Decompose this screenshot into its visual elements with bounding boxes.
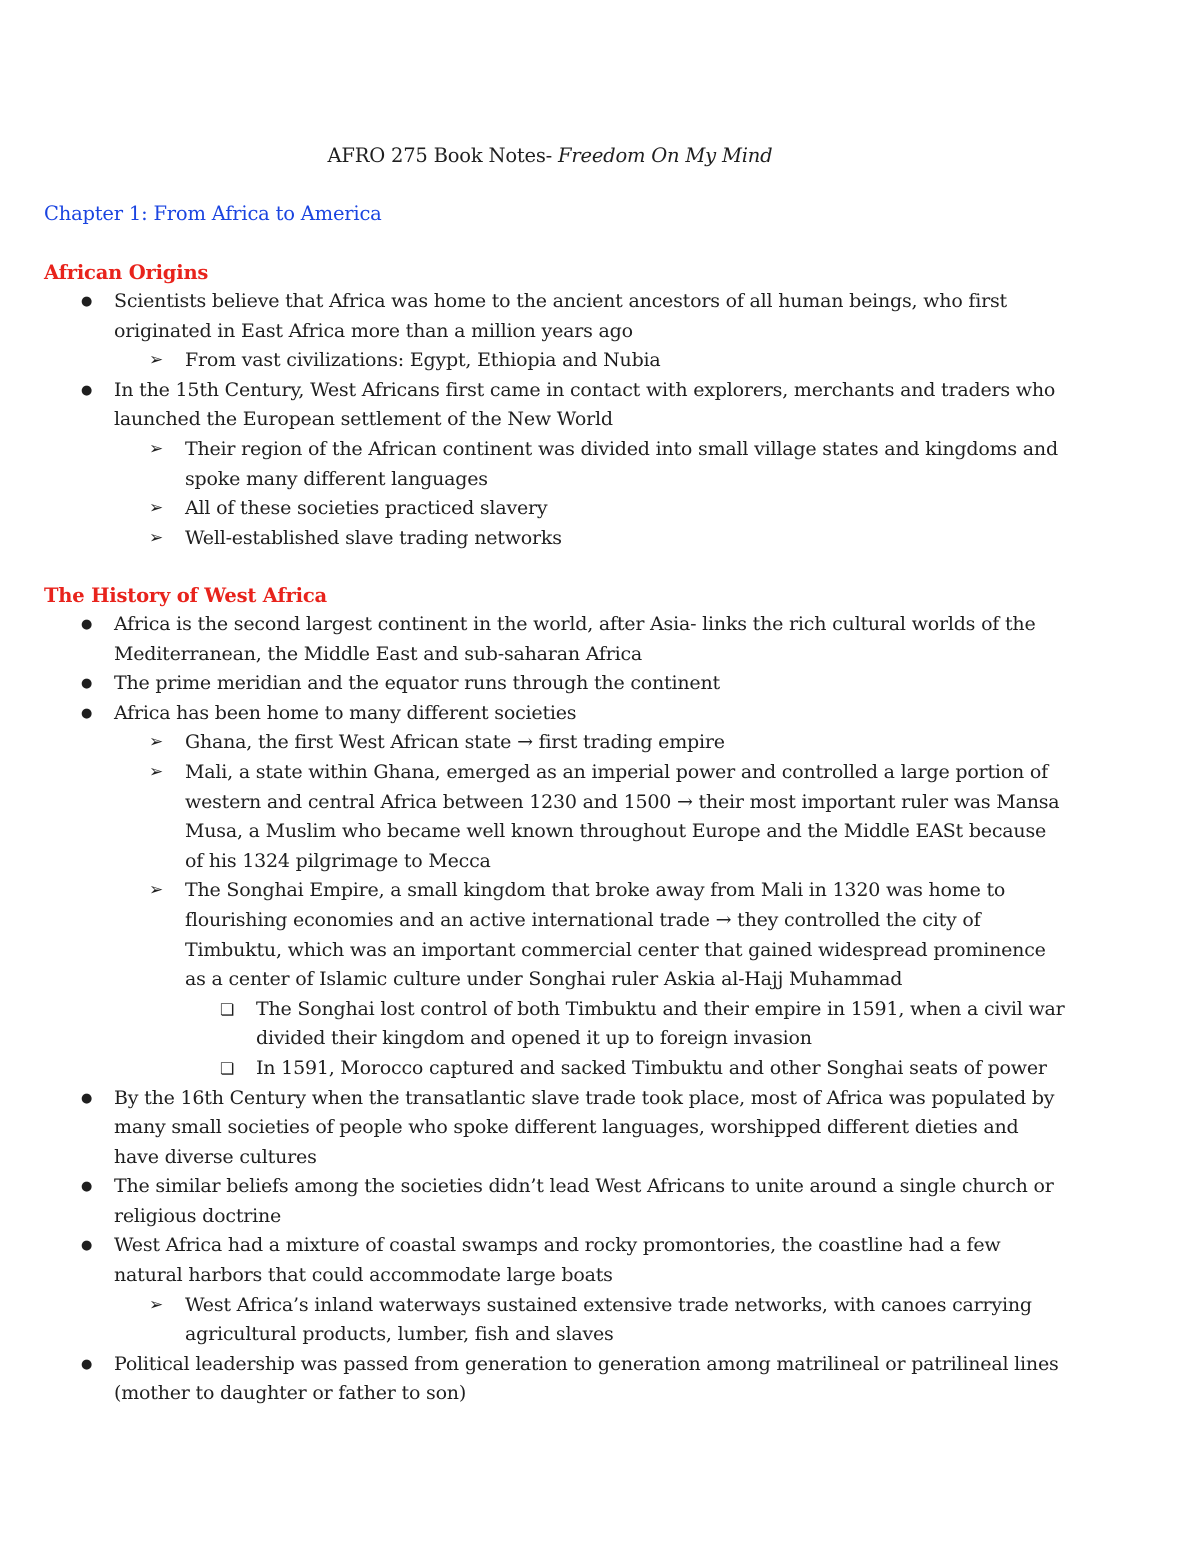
checkbox-bullet-icon: ❏: [220, 1058, 235, 1078]
document-title-book: Freedom On My Mind: [558, 144, 773, 167]
section-african-origins: [44, 258, 1124, 553]
bullet-icon: ●: [81, 1179, 93, 1195]
list-item: ● Africa is the second largest continent in the world, after Asia- links the rich cultural worlds of the Mediterranean, the Middle East and sub-saharan Africa: [44, 610, 1124, 669]
list-item: ➢ The Songhai Empire, a small kingdom that broke away from Mali in 1320 was home to flourishing economies and an active international trade → they controlled the city of Timbuktu, which was an important commercial center that gained widespread prominence as a center of Islamic culture under Songhai ruler Askia al-Hajj Muhammad: [44, 876, 1124, 994]
arrow-bullet-icon: ➢: [149, 498, 164, 519]
list-item: ➢ From vast civilizations: Egypt, Ethiopia and Nubia: [44, 346, 1124, 376]
list-item: ● The prime meridian and the equator runs through the continent: [44, 669, 1124, 699]
arrow-bullet-icon: ➢: [149, 880, 164, 901]
list-item: ➢ Ghana, the first West African state → first trading empire: [44, 728, 1124, 758]
document-title-main: AFRO 275 Book Notes-: [327, 144, 553, 167]
document-title: [0, 141, 1100, 170]
arrow-bullet-icon: ➢: [149, 761, 164, 782]
arrow-bullet-icon: ➢: [149, 1294, 164, 1315]
bullet-icon: ●: [81, 705, 93, 721]
bullet-icon: ●: [81, 382, 93, 398]
list-item: ● West Africa had a mixture of coastal swamps and rocky promontories, the coastline had a few natural harbors that could accommodate large boats: [44, 1231, 1124, 1290]
section-heading: The History of West Africa: [44, 584, 327, 607]
list-item: ➢ West Africa’s inland waterways sustained extensive trade networks, with canoes carrying agricultural products, lumber, fish and slaves: [44, 1291, 1124, 1350]
bullet-icon: ●: [81, 1356, 93, 1372]
list-item: ➢ Their region of the African continent was divided into small village states and kingdoms and spoke many different languages: [44, 435, 1124, 494]
list-item: ➢ Mali, a state within Ghana, emerged as an imperial power and controlled a large portion of western and central Africa between 1230 and 1500 → their most important ruler was Mansa Musa, a Muslim who became well known throughout Europe and the Middle EASt because of his 1324 pilgrimage to Mecca: [44, 758, 1124, 876]
bullet-icon: ●: [81, 1090, 93, 1106]
arrow-bullet-icon: ➢: [149, 438, 164, 459]
bullet-icon: ●: [81, 1238, 93, 1254]
section-list: [44, 610, 1124, 1409]
list-item: ❏ The Songhai lost control of both Timbuktu and their empire in 1591, when a civil war divided their kingdom and opened it up to foreign invasion: [44, 995, 1124, 1054]
list-item: ● In the 15th Century, West Africans first came in contact with explorers, merchants and traders who launched the European settlement of the New World: [44, 376, 1124, 435]
section-heading: African Origins: [44, 261, 209, 284]
bullet-icon: ●: [81, 617, 93, 632]
list-item: ● By the 16th Century when the transatlantic slave trade took place, most of Africa was populated by many small societies of people who spoke different languages, worshipped different dieties and have diverse cultures: [44, 1084, 1124, 1173]
list-item: ● Africa has been home to many different societies: [44, 699, 1124, 729]
list-item: ● Political leadership was passed from generation to generation among matrilineal or patrilineal lines (mother to daughter or father to son): [44, 1350, 1124, 1409]
arrow-bullet-icon: ➢: [149, 527, 164, 548]
list-item: ❏ In 1591, Morocco captured and sacked Timbuktu and other Songhai seats of power: [44, 1054, 1124, 1084]
checkbox-bullet-icon: ❏: [220, 999, 235, 1019]
arrow-bullet-icon: ➢: [149, 732, 164, 753]
arrow-bullet-icon: ➢: [149, 350, 164, 371]
bullet-icon: ●: [81, 676, 93, 692]
list-item: ● The similar beliefs among the societies didn’t lead West Africans to unite around a single church or religious doctrine: [44, 1172, 1124, 1231]
section-history-west-africa: [44, 581, 1124, 1409]
section-list: [44, 287, 1124, 553]
list-item: ➢ All of these societies practiced slavery: [44, 494, 1124, 524]
chapter-heading: Chapter 1: From Africa to America: [44, 202, 382, 225]
list-item: ● Scientists believe that Africa was home to the ancient ancestors of all human beings, who first originated in East Africa more than a million years ago: [44, 287, 1124, 346]
bullet-icon: ●: [81, 294, 93, 309]
list-item: ➢ Well-established slave trading networks: [44, 524, 1124, 554]
